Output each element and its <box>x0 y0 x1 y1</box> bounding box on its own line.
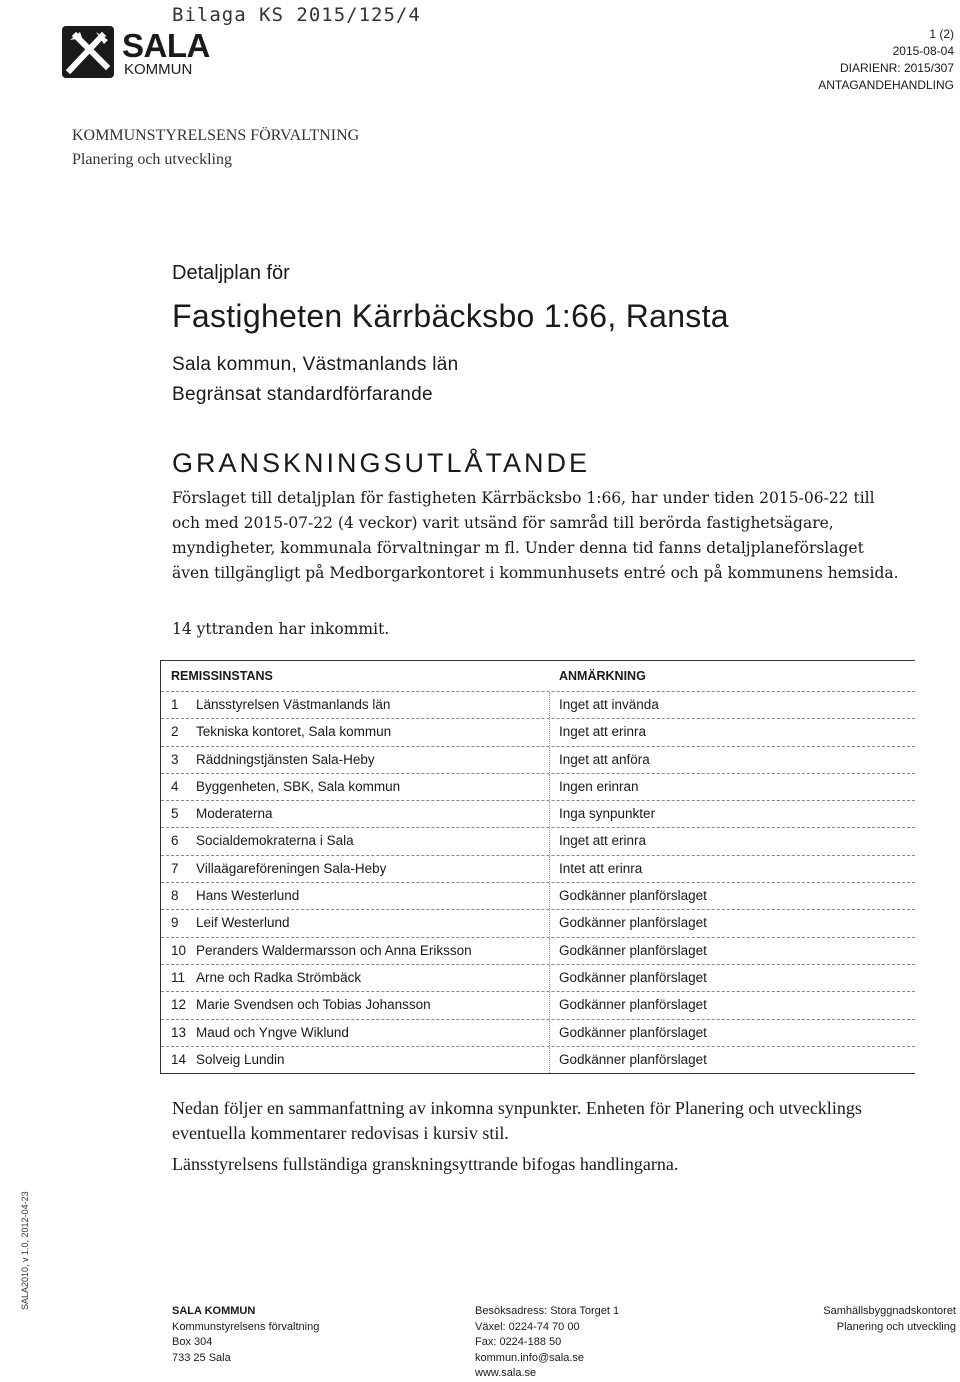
row-remark: Godkänner planförslaget <box>559 942 707 958</box>
table-row <box>161 991 915 1018</box>
footer-line: 733 25 Sala <box>172 1351 231 1364</box>
row-number: 9 <box>171 915 179 931</box>
column-header-anmarkning: ANMÄRKNING <box>559 669 646 683</box>
table-row <box>161 746 915 773</box>
doc-subtitle-procedure: Begränsat standardförfarande <box>172 384 433 405</box>
row-remark: Godkänner planförslaget <box>559 1051 707 1067</box>
row-number: 5 <box>171 806 179 822</box>
row-remark: Godkänner planförslaget <box>559 1024 707 1040</box>
table-row <box>161 855 915 882</box>
column-divider <box>549 747 550 773</box>
row-number: 14 <box>171 1051 187 1067</box>
row-number: 12 <box>171 997 187 1013</box>
row-number: 8 <box>171 888 179 904</box>
column-divider <box>549 883 550 909</box>
footer-fax: Fax: 0224-188 50 <box>475 1336 562 1348</box>
column-divider <box>549 910 550 936</box>
row-respondent: Länsstyrelsen Västmanlands län <box>196 697 391 712</box>
sala-logo-icon <box>62 26 114 78</box>
template-version-code: SALA2010, v 1.0, 2012-04-23 <box>20 1191 30 1310</box>
footer-line: Box 304 <box>172 1336 213 1348</box>
row-number: 11 <box>171 969 186 985</box>
table-row <box>161 773 915 800</box>
document-type: ANTAGANDEHANDLING <box>818 78 954 92</box>
table-row <box>161 691 915 718</box>
table-row <box>161 827 915 854</box>
row-remark: Inget att invända <box>559 697 659 712</box>
page-title: Fastigheten Kärrbäcksbo 1:66, Ransta <box>172 298 729 334</box>
column-header-remissinstans: REMISSINSTANS <box>171 669 273 683</box>
row-respondent: Moderaterna <box>196 806 273 822</box>
row-respondent: Maud och Yngve Wiklund <box>196 1024 349 1040</box>
table-row <box>161 882 915 909</box>
row-remark: Inga synpunkter <box>559 806 656 822</box>
row-remark: Inget att erinra <box>559 724 647 740</box>
column-divider <box>549 1047 550 1073</box>
footer-address <box>172 1304 319 1366</box>
row-respondent: Peranders Waldermarsson och Anna Eriksson <box>196 942 472 958</box>
row-number: 2 <box>171 724 179 740</box>
column-divider <box>549 774 550 800</box>
table-row <box>161 964 915 991</box>
row-respondent: Hans Westerlund <box>196 888 300 904</box>
summary-note: Länsstyrelsens fullständiga granskningsyttrande bifogas handlingarna. <box>172 1154 679 1174</box>
table-row <box>161 1046 915 1073</box>
column-divider <box>549 856 550 882</box>
footer-dept-name: Samhällsbyggnadskontoret <box>823 1305 956 1317</box>
column-divider <box>549 1020 550 1046</box>
row-remark: Inget att anföra <box>559 751 650 767</box>
row-remark: Inget att erinra <box>559 833 647 849</box>
row-number: 13 <box>171 1024 187 1040</box>
row-number: 6 <box>171 833 179 849</box>
column-divider <box>549 719 550 745</box>
row-respondent: Leif Westerlund <box>196 915 290 931</box>
table-row <box>161 800 915 827</box>
doc-subtitle-location: Sala kommun, Västmanlands län <box>172 354 459 375</box>
logo-sub: KOMMUN <box>124 61 193 78</box>
row-number: 1 <box>171 697 179 712</box>
summary-paragraph: Nedan följer en sammanfattning av inkomna synpunkter. Enheten för Planering och utvecklings eventuella kommentarer redovisas i kursiv stil. <box>172 1098 862 1143</box>
intro-paragraph: Förslaget till detaljplan för fastigheten Kärrbäcksbo 1:66, har under tiden 2015-06-22 till och med 2015-07-22 (4 veckor) varit utsänd för samråd till berörda fastighetsägare, myndigheter, kommunala förvaltningar m fl. Under denna tid fanns detaljplaneförslaget även tillgängligt på Medborgarkontoret i kommunhusets entré och på kommunens hemsida. <box>172 489 899 582</box>
row-respondent: Socialdemokraterna i Sala <box>196 833 354 849</box>
section-heading: GRANSKNINGSUTLÅTANDE <box>172 448 591 478</box>
table-row <box>161 1019 915 1046</box>
row-remark: Godkänner planförslaget <box>559 915 707 931</box>
footer-visit-address: Besöksadress: Stora Torget 1 <box>475 1305 620 1317</box>
row-respondent: Villaägareföreningen Sala-Heby <box>196 860 387 876</box>
organization <box>72 124 359 172</box>
row-remark: Godkänner planförslaget <box>559 969 707 985</box>
responses-table <box>160 660 915 1074</box>
column-divider <box>549 692 550 718</box>
row-respondent: Tekniska kontoret, Sala kommun <box>196 724 392 740</box>
column-divider <box>549 801 550 827</box>
row-respondent: Marie Svendsen och Tobias Johansson <box>196 997 431 1013</box>
column-divider <box>549 965 550 991</box>
org-unit: Planering och utveckling <box>72 151 232 168</box>
document-stamp: Bilaga KS 2015/125/4 <box>172 4 421 26</box>
footer-contact <box>475 1304 619 1382</box>
row-remark: Intet att erinra <box>559 860 643 876</box>
row-respondent: Solveig Lundin <box>196 1051 285 1067</box>
table-row <box>161 909 915 936</box>
column-divider <box>549 828 550 854</box>
row-respondent: Räddningstjänsten Sala-Heby <box>196 751 375 767</box>
table-header <box>161 661 915 691</box>
row-respondent: Byggenheten, SBK, Sala kommun <box>196 778 401 794</box>
footer-line: Kommunstyrelsens förvaltning <box>172 1320 320 1333</box>
row-remark: Godkänner planförslaget <box>559 888 707 904</box>
footer-phone: Växel: 0224-74 70 00 <box>475 1320 580 1333</box>
table-row <box>161 718 915 745</box>
row-number: 10 <box>171 942 187 958</box>
doc-kicker: Detaljplan för <box>172 262 290 284</box>
footer-dept-unit: Planering och utveckling <box>836 1320 956 1333</box>
table-body <box>161 691 915 1073</box>
org-name: KOMMUNSTYRELSENS FÖRVALTNING <box>72 127 360 144</box>
column-divider <box>549 992 550 1018</box>
document-date: 2015-08-04 <box>892 44 954 58</box>
logo-name: SALA <box>122 27 210 64</box>
row-remark: Ingen erinran <box>559 778 639 794</box>
table-row <box>161 937 915 964</box>
row-respondent: Arne och Radka Strömbäck <box>196 969 362 985</box>
page-number: 1 (2) <box>929 27 954 41</box>
column-divider <box>549 938 550 964</box>
row-number: 3 <box>171 751 179 767</box>
response-count: 14 yttranden har inkommit. <box>172 620 390 638</box>
footer-department <box>823 1304 956 1335</box>
row-number: 7 <box>171 860 179 876</box>
header-meta <box>818 26 954 94</box>
footer-email: kommun.info@sala.se <box>475 1351 584 1364</box>
row-number: 4 <box>171 778 179 794</box>
row-remark: Godkänner planförslaget <box>559 997 707 1013</box>
footer-website: www.sala.se <box>475 1367 537 1379</box>
footer-org: SALA KOMMUN <box>172 1305 256 1317</box>
diary-number: DIARIENR: 2015/307 <box>839 61 954 75</box>
